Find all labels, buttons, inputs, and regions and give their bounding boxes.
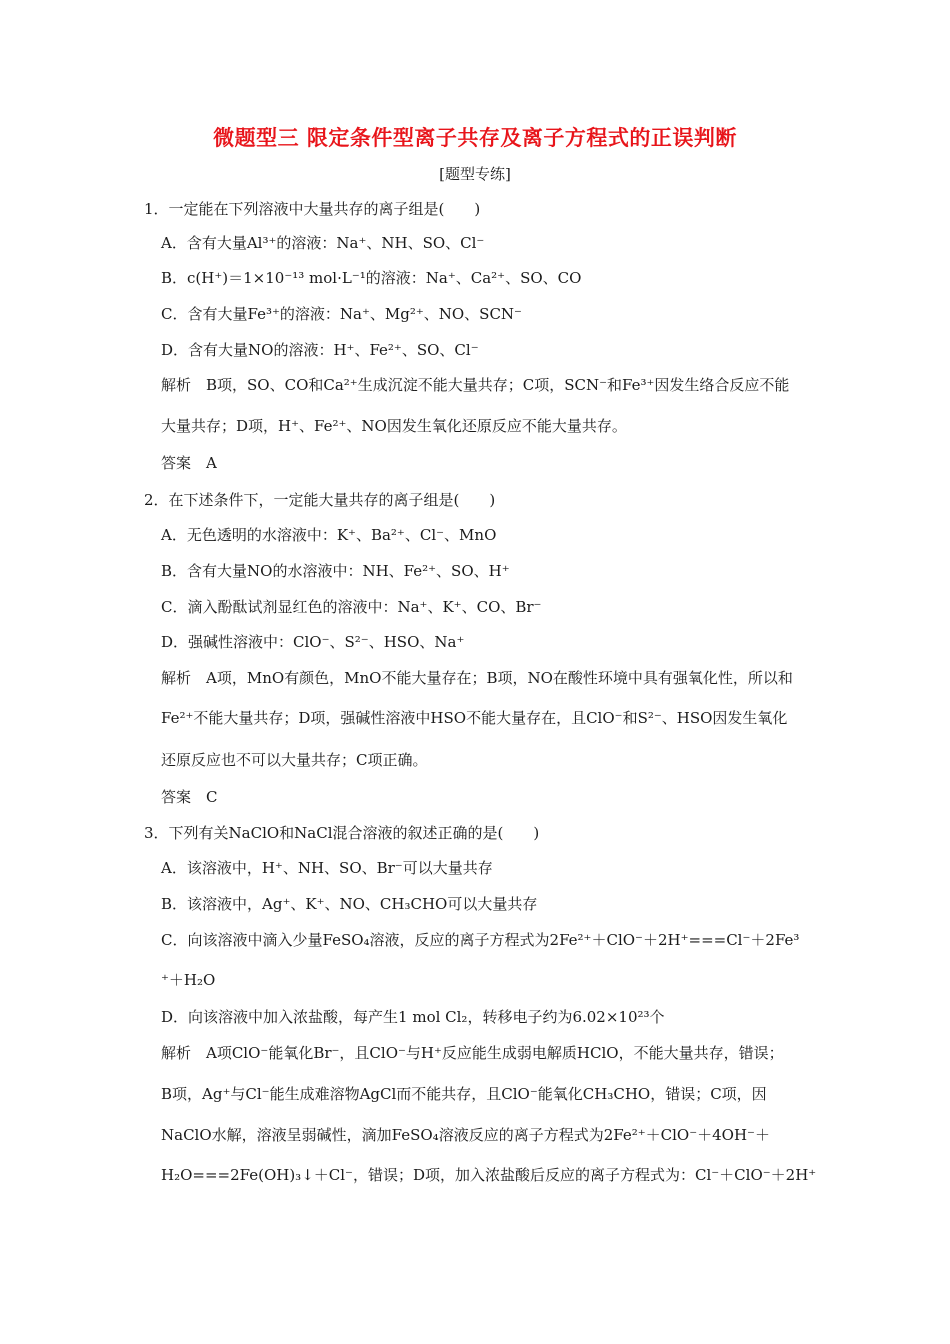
question-3-option-c: C．向该溶液中滴入少量FeSO₄溶液，反应的离子方程式为2Fe²⁺＋ClO⁻＋2H⁺===Cl⁻＋2Fe³ [161, 931, 800, 949]
question-2-analysis: 解析 A项，MnO有颜色，MnO不能大量存在；B项，NO在酸性环境中具有强氧化性，所以和 [161, 669, 793, 687]
question-3-analysis-cont-3: H₂O===2Fe(OH)₃↓＋Cl⁻，错误；D项，加入浓盐酸后反应的离子方程式为：Cl⁻＋ClO⁻＋2H⁺ [161, 1166, 817, 1184]
question-2-analysis-cont-2: 还原反应也不可以大量共存；C项正确。 [161, 751, 428, 769]
question-3-analysis-cont-2: NaClO水解，溶液呈弱碱性，滴加FeSO₄溶液反应的离子方程式为2Fe²⁺＋ClO⁻＋4OH⁻＋ [161, 1126, 770, 1144]
question-3-option-b: B．该溶液中，Ag⁺、K⁺、NO、CH₃CHO可以大量共存 [161, 895, 538, 913]
question-2-option-d: D．强碱性溶液中：ClO⁻、S²⁻、HSO、Na⁺ [161, 633, 465, 651]
page-title: 微题型三 限定条件型离子共存及离子方程式的正误判断 [213, 125, 737, 150]
question-1-stem: 1．一定能在下列溶液中大量共存的离子组是( ) [144, 200, 481, 218]
question-2-stem: 2．在下述条件下，一定能大量共存的离子组是( ) [144, 491, 496, 509]
question-3-stem: 3．下列有关NaClO和NaCl混合溶液的叙述正确的是( ) [144, 824, 540, 842]
question-1-analysis: 解析 B项，SO、CO和Ca²⁺生成沉淀不能大量共存；C项，SCN⁻和Fe³⁺因发生络合反应不能 [161, 376, 790, 394]
question-1-analysis-cont: 大量共存；D项，H⁺、Fe²⁺、NO因发生氧化还原反应不能大量共存。 [161, 417, 627, 435]
question-1-option-b: B．c(H⁺)＝1×10⁻¹³ mol·L⁻¹的溶液：Na⁺、Ca²⁺、SO、CO [161, 269, 582, 287]
section-heading: [题型专练] [439, 165, 511, 183]
question-2-analysis-cont-1: Fe²⁺不能大量共存；D项，强碱性溶液中HSO不能大量存在，且ClO⁻和S²⁻、HSO因发生氧化 [161, 709, 788, 727]
question-2-option-b: B．含有大量NO的水溶液中：NH、Fe²⁺、SO、H⁺ [161, 562, 510, 580]
question-3-analysis-cont-1: B项，Ag⁺与Cl⁻能生成难溶物AgCl而不能共存，且ClO⁻能氧化CH₃CHO，错误；C项，因 [161, 1085, 767, 1103]
question-3-option-a: A．该溶液中，H⁺、NH、SO、Br⁻可以大量共存 [161, 859, 493, 877]
question-1-option-a: A．含有大量Al³⁺的溶液：Na⁺、NH、SO、Cl⁻ [161, 234, 485, 252]
question-2-option-a: A．无色透明的水溶液中：K⁺、Ba²⁺、Cl⁻、MnO [161, 526, 497, 544]
question-2-answer: 答案 C [161, 788, 218, 806]
question-2-option-c: C．滴入酚酞试剂显红色的溶液中：Na⁺、K⁺、CO、Br⁻ [161, 598, 542, 616]
question-3-option-d: D．向该溶液中加入浓盐酸，每产生1 mol Cl₂，转移电子约为6.02×10²³个 [161, 1008, 665, 1026]
question-3-analysis: 解析 A项ClO⁻能氧化Br⁻，且ClO⁻与H⁺反应能生成弱电解质HClO，不能大量共存，错误； [161, 1044, 784, 1062]
question-1-answer: 答案 A [161, 454, 217, 472]
question-1-option-c: C．含有大量Fe³⁺的溶液：Na⁺、Mg²⁺、NO、SCN⁻ [161, 305, 522, 323]
question-3-option-c-cont: ⁺＋H₂O [161, 971, 216, 989]
question-1-option-d: D．含有大量NO的溶液：H⁺、Fe²⁺、SO、Cl⁻ [161, 341, 479, 359]
